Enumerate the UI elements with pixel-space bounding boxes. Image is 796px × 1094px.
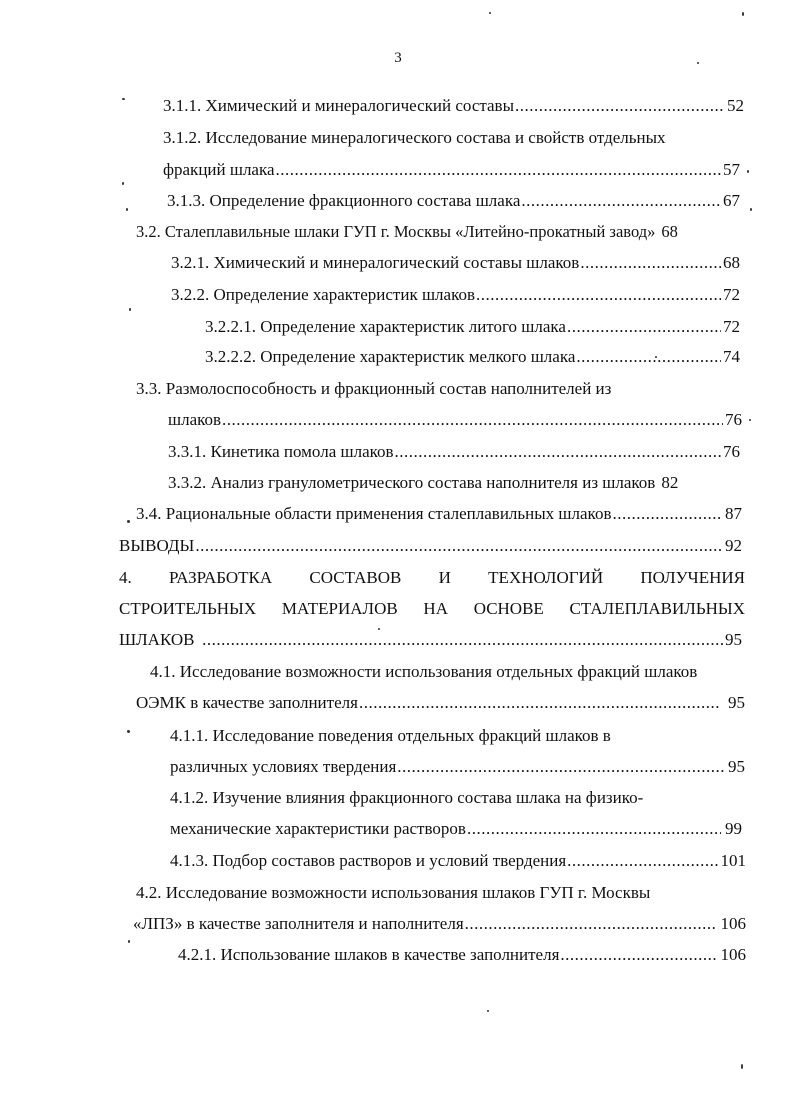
toc-entry-page: 106 <box>720 914 746 933</box>
toc-leader-dots <box>476 284 721 306</box>
scan-speck <box>741 1064 743 1069</box>
toc-entry-title: «ЛПЗ» в качестве заполнителя и наполнителя <box>133 914 464 933</box>
heading-word: РАЗРАБОТКА <box>169 568 273 587</box>
toc-entry-page: 92 <box>725 536 742 555</box>
toc-entry-3-2-2-2[interactable] <box>205 346 740 368</box>
scan-speck <box>122 182 124 185</box>
scan-speck <box>378 628 380 630</box>
heading-word: ПОЛУЧЕНИЯ <box>640 568 745 587</box>
heading-word: СОСТАВОВ <box>309 568 402 587</box>
toc-entry-4-1-line1[interactable]: 4.1. Исследование возможности использования отдельных фракций шлаков <box>150 662 698 681</box>
scan-speck <box>747 170 749 173</box>
heading-word: ОСНОВЕ <box>473 599 544 618</box>
toc-leader-dots <box>612 503 723 525</box>
toc-leader-dots <box>222 409 723 431</box>
toc-entry-3-1-2[interactable] <box>163 159 740 181</box>
toc-entry-page: 95 <box>725 630 742 649</box>
toc-entry-title: 4.1.3. Подбор составов растворов и условий твердения <box>170 851 567 870</box>
toc-entry-3-1-2-line1[interactable]: 3.1.2. Исследование минералогического состава и свойств отдельных <box>163 128 666 147</box>
scan-speck <box>127 520 130 523</box>
toc-leader-dots <box>567 316 721 338</box>
toc-entry-4-2-line1[interactable]: 4.2. Исследование возможности использования шлаков ГУП г. Москвы <box>136 883 651 902</box>
toc-entry-page: 95 <box>728 757 745 776</box>
toc-entry-title: 3.4. Рациональные области применения сталеплавильных шлаков <box>136 504 612 523</box>
toc-entry-3-1-1[interactable] <box>163 95 744 117</box>
toc-entry-4-1-1-line1[interactable]: 4.1.1. Исследование поведения отдельных фракций шлаков в <box>170 726 611 745</box>
toc-entry-title: 3.2. Сталеплавильные шлаки ГУП г. Москвы «Литейно-прокатный завод» <box>136 222 656 241</box>
toc-leader-dots <box>195 535 723 557</box>
toc-entry-3-3-2[interactable] <box>168 472 740 494</box>
toc-leader-dots <box>465 913 717 935</box>
scan-speck <box>129 308 131 311</box>
toc-entry-title: 3.2.1. Химический и минералогический составы шлаков <box>171 253 580 272</box>
toc-leader-dots <box>560 944 717 966</box>
scan-speck <box>122 98 125 100</box>
toc-entry-title: 3.1.1. Химический и минералогический составы <box>163 96 515 115</box>
toc-leader-dots <box>515 95 725 117</box>
scan-speck <box>489 12 491 14</box>
toc-entry-title: 3.3.2. Анализ гранулометрического состава наполнителя из шлаков <box>168 473 656 492</box>
toc-entry-title: ШЛАКОВ <box>119 630 195 649</box>
toc-leader-dots <box>467 818 721 840</box>
scan-speck <box>487 1010 489 1012</box>
toc-entry-4-1-2[interactable] <box>170 818 742 840</box>
toc-entry-4-1-1[interactable] <box>170 756 745 778</box>
toc-leader-dots <box>567 850 717 872</box>
toc-entry-4-2-1[interactable] <box>178 944 746 966</box>
toc-entry-page: 101 <box>720 851 746 870</box>
page-number: 3 <box>394 50 402 66</box>
toc-leader-dots <box>359 692 721 714</box>
toc-entry-3-2-2-1[interactable] <box>205 316 740 338</box>
toc-entry-4-1[interactable] <box>136 692 745 714</box>
toc-entry-3-1-3[interactable] <box>167 190 740 212</box>
toc-entry-page: 76 <box>723 442 740 461</box>
toc-entry-page: 72 <box>723 317 740 336</box>
scan-speck <box>749 419 751 421</box>
toc-entry-page: 68 <box>661 222 678 241</box>
toc-entry-page: 106 <box>720 945 746 964</box>
scan-speck <box>750 208 752 211</box>
heading-word: СТАЛЕПЛАВИЛЬНЫХ <box>569 599 745 618</box>
toc-entry-page: 72 <box>723 285 740 304</box>
toc-entry-3-2[interactable] <box>136 221 740 243</box>
heading-word: СТРОИТЕЛЬНЫХ <box>119 599 257 618</box>
scan-speck <box>127 730 130 733</box>
toc-leader-dots <box>395 441 721 463</box>
toc-leader-dots <box>580 252 721 274</box>
toc-entry-chapter-4-line2[interactable] <box>119 598 745 620</box>
toc-entry-4-1-2-line1[interactable]: 4.1.2. Изучение влияния фракционного состава шлака на физико- <box>170 788 644 807</box>
toc-entry-3-4[interactable] <box>136 503 742 525</box>
toc-entry-page: 99 <box>725 819 742 838</box>
toc-leader-dots <box>521 190 721 212</box>
scan-speck <box>697 62 699 64</box>
toc-entry-title: 3.3.1. Кинетика помола шлаков <box>168 442 394 461</box>
toc-entry-page: 82 <box>661 473 679 492</box>
scan-speck <box>126 208 128 211</box>
heading-word: МАТЕРИАЛОВ <box>281 599 398 618</box>
toc-entry-3-3-1[interactable] <box>168 441 740 463</box>
toc-entry-page: 87 <box>725 504 742 523</box>
toc-entry-chapter-4-line1[interactable] <box>119 567 745 589</box>
toc-entry-title: ВЫВОДЫ <box>119 536 195 555</box>
toc-entry-4-1-3[interactable] <box>170 850 746 872</box>
toc-entry-title: 3.2.2. Определение характеристик шлаков <box>171 285 476 304</box>
toc-entry-page: 76 <box>725 410 742 429</box>
toc-entry-title: ОЭМК в качестве заполнителя <box>136 693 358 712</box>
toc-entry-3-2-1[interactable] <box>171 252 740 274</box>
toc-entry-title: различных условиях твердения <box>170 757 397 776</box>
toc-entry-title: шлаков <box>168 410 222 429</box>
toc-leader-dots <box>276 159 721 181</box>
toc-entry-title: 4.2.1. Использование шлаков в качестве заполнителя <box>178 945 560 964</box>
scan-speck <box>655 356 657 358</box>
toc-entry-page: 57 <box>723 160 740 179</box>
toc-entry-title: механические характеристики растворов <box>170 819 466 838</box>
toc-entry-3-3[interactable] <box>168 409 742 431</box>
toc-entry-title: фракций шлака <box>163 160 275 179</box>
heading-word: ТЕХНОЛОГИЙ <box>488 568 604 587</box>
toc-entry-page: 52 <box>727 96 744 115</box>
toc-entry-page: 68 <box>723 253 740 272</box>
toc-leader-dots <box>202 629 723 651</box>
toc-entry-3-3-line1[interactable]: 3.3. Размолоспособность и фракционный состав наполнителей из <box>136 379 612 398</box>
heading-word: 4. <box>119 568 132 587</box>
toc-entry-4-2[interactable] <box>133 913 746 935</box>
toc-entry-title: 3.1.3. Определение фракционного состава шлака <box>167 191 521 210</box>
toc-entry-title: 3.2.2.2. Определение характеристик мелкого шлака <box>205 347 576 366</box>
toc-entry-page: 67 <box>723 191 740 210</box>
heading-word: И <box>438 568 451 587</box>
toc-entry-conclusions[interactable] <box>119 535 742 557</box>
toc-entry-title: 3.2.2.1. Определение характеристик литого шлака <box>205 317 566 336</box>
scan-speck <box>742 12 744 16</box>
toc-leader-dots <box>576 346 721 368</box>
toc-entry-3-2-2[interactable] <box>171 284 740 306</box>
toc-leader-dots <box>397 756 724 778</box>
toc-entry-chapter-4[interactable] <box>119 629 742 651</box>
toc-entry-page: 95 <box>728 693 745 712</box>
scan-speck <box>128 940 130 943</box>
heading-word: НА <box>423 599 448 618</box>
toc-entry-page: 74 <box>723 347 740 366</box>
